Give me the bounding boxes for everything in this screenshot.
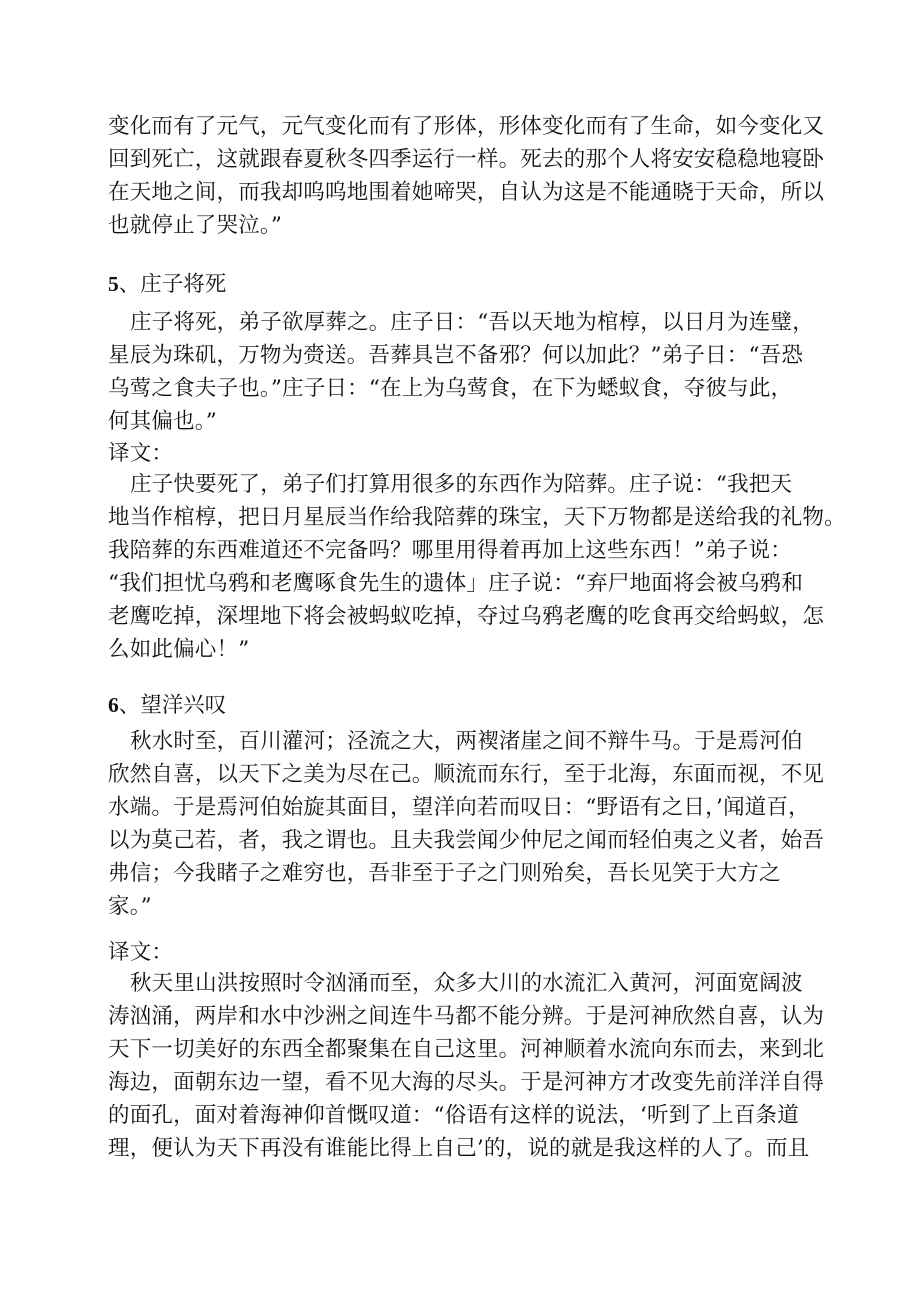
intro-line: 在天地之间，而我却呜呜地围着她啼哭，自认为这是不能通晓于天命，所以 xyxy=(108,180,825,205)
section-heading-5 xyxy=(108,268,226,301)
original-text-line: 秋水时至，百川灌河；泾流之大，两褉渚崖之间不辩牛马。于是焉河伯 xyxy=(130,729,803,754)
intro-line: 变化而有了元气，元气变化而有了形体，形体变化而有了生命，如今变化又 xyxy=(108,114,825,139)
original-text-line: 水端。于是焉河伯始旋其面目，望洋向若而叹日：“野语有之日，’闻道百， xyxy=(108,795,810,820)
section-title: 、望洋兴叹 xyxy=(118,693,227,718)
translation-line: 地当作棺椁，把日月星辰当作给我陪葬的珠宝，天下万物都是送给我的礼物。 xyxy=(108,505,846,530)
original-text-line: 弗信；今我睹子之难穷也，吾非至于子之门则殆矣，吾长见笑于大方之 xyxy=(108,861,781,886)
original-text-line: 庄子将死，弟子欲厚葬之。庄子日：“吾以天地为棺椁，以日月为连璧， xyxy=(130,310,814,335)
translation-line: 老鹰吃掉，深埋地下将会被蚂蚁吃掉，夺过乌鸦老鹰的吃食再交给蚂蚁，怎 xyxy=(108,604,825,629)
intro-line: 也就停止了哭泣。” xyxy=(108,213,283,238)
translation-line: 我陪葬的东西难道还不完备吗？哪里用得着再加上这些东西！”弟子说： xyxy=(108,538,792,563)
original-text-line: 以为莫己若，者，我之谓也。且夫我尝闻少仲尼之闻而轻伯夷之义者，始吾 xyxy=(108,828,825,853)
translation-line: 海边，面朝东边一望，看不见大海的尽头。于是河神方才改变先前洋洋自得 xyxy=(108,1070,825,1095)
translation-line: 涛汹涌，两岸和水中沙洲之间连牛马都不能分辨。于是河神欣然自喜，认为 xyxy=(108,1004,825,1029)
translation-label: 译文： xyxy=(108,940,174,965)
translation-label: 译文： xyxy=(108,441,174,466)
translation-line: “我们担忧乌鸦和老鹰啄食先生的遗体」庄子说：“弃尸地面将会被乌鸦和 xyxy=(108,571,804,596)
original-text-line: 星辰为珠矶，万物为赍送。吾葬具岂不备邪？何以加此？”弟子日：“吾恐 xyxy=(108,343,804,368)
original-text-line: 何其偏也。” xyxy=(108,409,217,434)
translation-line: 理，便认为天下再没有谁能比得上自己’的，说的就是我这样的人了。而且 xyxy=(108,1136,810,1161)
section-number: 6 xyxy=(108,693,119,717)
translation-line: 的面孔，面对着海神仰首慨叹道：“俗语有这样的说法，‘听到了上百条道 xyxy=(108,1103,799,1128)
translation-line: 秋天里山洪按照时令汹涌而至，众多大川的水流汇入黄河，河面宽阔波 xyxy=(130,971,803,996)
translation-line: 么如此偏心！” xyxy=(108,637,250,662)
section-number: 5 xyxy=(108,272,119,296)
translation-line: 庄子快要死了，弟子们打算用很多的东西作为陪葬。庄子说：“我把天 xyxy=(130,472,793,497)
original-text-line: 欣然自喜，以天下之美为尽在己。顺流而东行，至于北海，东面而视，不见 xyxy=(108,762,825,787)
intro-line: 回到死亡，这就跟春夏秋冬四季运行一样。死去的那个人将安安稳稳地寝卧 xyxy=(108,147,825,172)
original-text-line: 家。” xyxy=(108,894,152,919)
section-title: 、庄子将死 xyxy=(118,272,227,297)
original-text-line: 乌莺之食夫子也。”庄子日：“在上为乌莺食，在下为蟋蚁食，夺彼与此， xyxy=(108,376,793,401)
translation-line: 天下一切美好的东西全都聚集在自己这里。河神顺着水流向东而去，来到北 xyxy=(108,1037,825,1062)
section-heading-6 xyxy=(108,689,226,722)
